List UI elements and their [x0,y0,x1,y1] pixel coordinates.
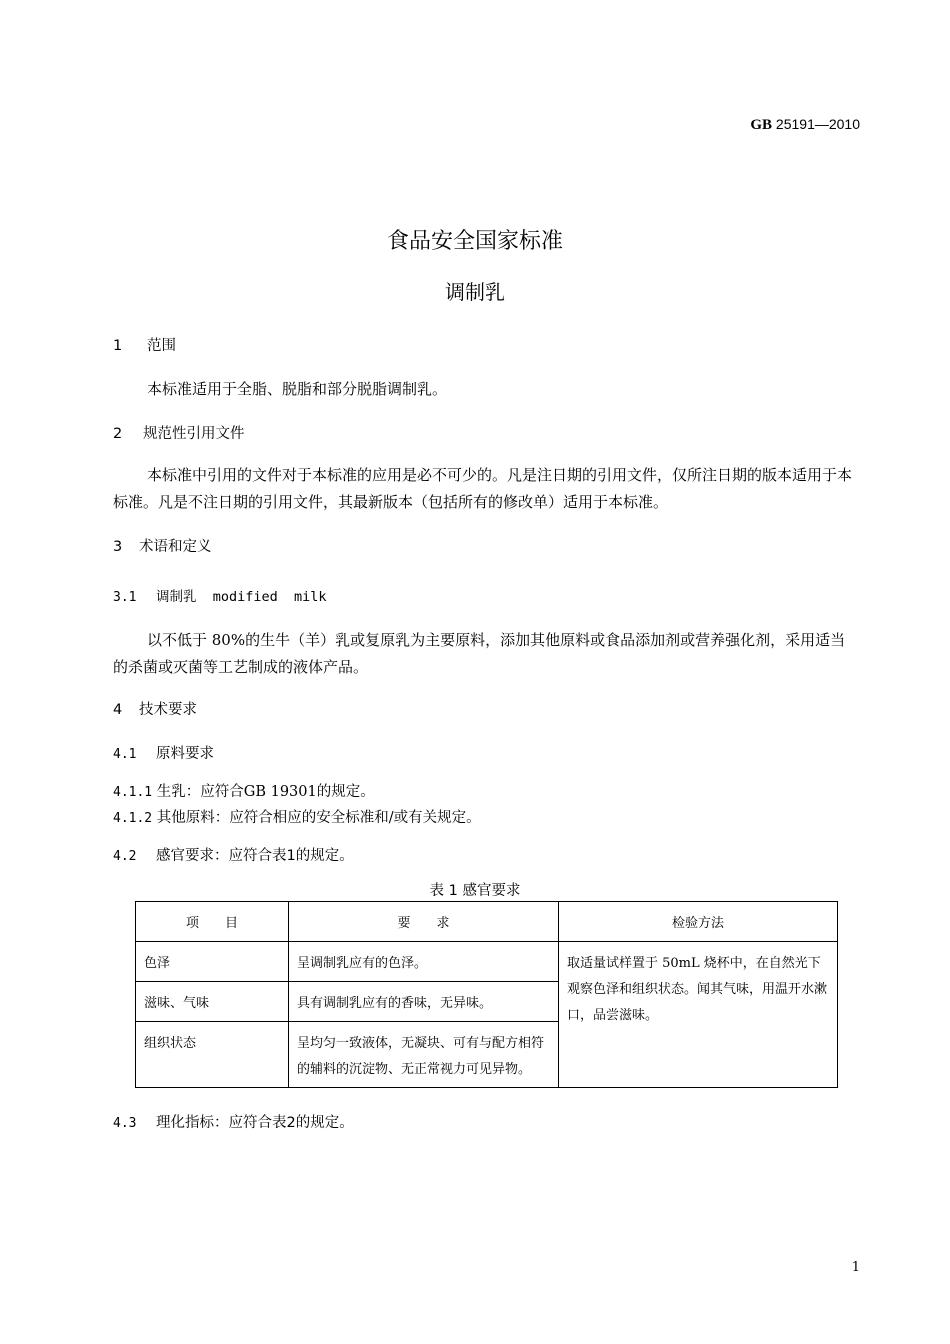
table-cell-method: 取适量试样置于 50mL 烧杯中，在自然光下观察色泽和组织状态。闻其气味，用温开水漱口，品尝滋味。 [559,942,838,1088]
section-title: 范围 [147,338,176,354]
table-cell-item: 滋味、气味 [136,982,289,1022]
section-4-2-heading [113,844,354,865]
table-header-method: 检验方法 [559,902,838,942]
section-number: 4.3 [113,1116,137,1131]
table-header-requirement: 要 求 [289,902,559,942]
section-title: 规范性引用文件 [143,426,245,442]
table-cell-requirement: 具有调制乳应有的香味，无异味。 [289,982,559,1022]
section-4-1-heading [113,742,214,763]
section-2-text: 本标准中引用的文件对于本标准的应用是必不可少的。凡是注日期的引用文件，仅所注日期的版本适用于本标准。凡是不注日期的引用文件，其最新版本（包括所有的修改单）适用于本标准。 [113,466,853,511]
table-cell-requirement: 呈调制乳应有的色泽。 [289,942,559,982]
section-title: 术语和定义 [139,539,212,555]
section-title: 感官要求：应符合表1的规定。 [156,848,354,864]
section-1-text: 本标准适用于全脂、脱脂和部分脱脂调制乳。 [147,380,448,398]
sensory-requirements-table [135,901,838,1088]
clause-4-1-1 [113,780,375,801]
standard-number: 25191—2010 [775,116,860,132]
section-4-3-heading [113,1111,354,1132]
table-cell-item: 色泽 [136,942,289,982]
section-title: 理化指标：应符合表2的规定。 [156,1115,354,1131]
standard-code [750,116,860,134]
table-cell-requirement: 呈均匀一致液体，无凝块、可有与配方相符的辅料的沉淀物、无正常视力可见异物。 [289,1022,559,1088]
table-header-item: 项 目 [136,902,289,942]
table-row [136,942,838,982]
section-number: 4.1 [113,747,137,762]
clause-text: 生乳：应符合GB 19301的规定。 [156,784,375,800]
section-number: 2 [113,426,123,442]
section-title: 原料要求 [156,746,214,762]
section-number: 1 [113,338,123,354]
clause-number: 4.1.2 [113,811,153,826]
table-header-row [136,902,838,942]
section-4-heading [113,698,197,719]
clause-text: 其他原料：应符合相应的安全标准和/或有关规定。 [156,810,481,826]
table-caption: 表 1 感官要求 [429,883,521,899]
section-number: 4.2 [113,849,137,864]
section-3-1-heading [113,585,327,605]
section-number: 3 [113,539,123,555]
section-title: 调制乳 modified milk [156,589,327,605]
section-number: 4 [113,702,123,718]
table-cell-item: 组织状态 [136,1022,289,1088]
section-number: 3.1 [113,590,137,605]
section-3-1-text: 以不低于 80%的生牛（羊）乳或复原乳为主要原料，添加其他原料或食品添加剂或营养强化剂，采用适当的杀菌或灭菌等工艺制成的液体产品。 [113,631,846,676]
section-3-heading [113,535,212,556]
section-title: 技术要求 [139,702,197,718]
page-number: 1 [851,1260,860,1275]
section-1-heading [113,334,176,355]
document-title: 食品安全国家标准 [386,229,563,254]
section-2-heading [113,422,245,443]
clause-4-1-2 [113,806,481,827]
standard-prefix: GB [750,117,773,133]
clause-number: 4.1.1 [113,785,153,800]
document-subtitle: 调制乳 [445,280,505,304]
